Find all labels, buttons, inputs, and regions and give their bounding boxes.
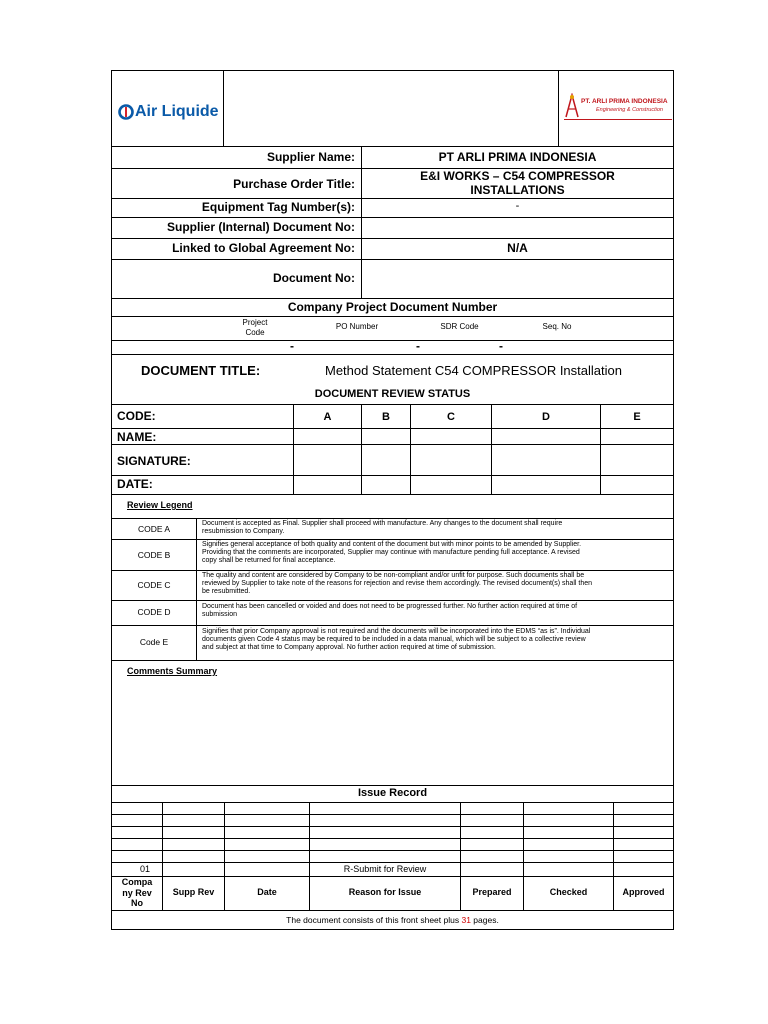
po-number-dash: -: [416, 339, 420, 353]
legend-code-a-description: Document is accepted as Final. Supplier shall proceed with manufacture. Any changes to the document shall require resubmission to Company.: [202, 520, 563, 535]
legend-code-c: CODE C: [137, 580, 171, 590]
date-row-label: DATE:: [117, 477, 153, 491]
document-title-value: Method Statement C54 COMPRESSOR Installation: [325, 363, 622, 378]
legend-code-b-description: Signifies general acceptance of both quality and content of the document but with minor points to be amended by Supplier. Providing that the comments are incorporated, Supplier may continue with manufacture pending full acceptance. A revised copy shall be returned for final acceptance.: [202, 541, 582, 564]
signature-row-label: SIGNATURE:: [117, 454, 191, 468]
supplier-logo-name: PT. ARLI PRIMA INDONESIA: [581, 98, 668, 105]
global-agreement-label: Linked to Global Agreement No:: [172, 241, 355, 255]
global-agreement-value: N/A: [507, 241, 528, 255]
supplier-logo-tagline: Engineering & Construction: [596, 107, 663, 113]
review-status-title: DOCUMENT REVIEW STATUS: [314, 388, 471, 400]
po-title-label: Purchase Order Title:: [233, 177, 355, 191]
code-d-header: D: [542, 411, 550, 423]
legend-code-c-description: The quality and content are considered by Company to be non-compliant and/or unfit for purpose. Such documents shall be reviewed by Supplier to take note of the reasons for rejection and revise them accordingly. The revised document(s) shall then be resubmitted.: [202, 572, 593, 595]
sdr-code-dash: -: [499, 339, 503, 353]
page-count-note: [112, 915, 673, 925]
review-legend-title: Review Legend: [127, 500, 193, 510]
issue-record-title: Issue Record: [357, 787, 428, 799]
col-prepared: Prepared: [472, 887, 512, 897]
divider: [223, 71, 224, 146]
code-c-header: C: [447, 411, 455, 423]
seq-no-label: Seq. No: [542, 322, 572, 331]
divider: [558, 71, 559, 146]
col-checked: Checked: [549, 887, 588, 897]
po-number-label: PO Number: [335, 322, 379, 331]
document-cover-sheet: [111, 70, 674, 930]
project-number-title: Company Project Document Number: [287, 300, 498, 314]
legend-code-d: CODE D: [137, 607, 171, 617]
legend-code-e-description: Signifies that prior Company approval is not required and the documents will be incorporated into the EDMS “as is”. Individual documents given Code 4 status may be required to be included in a data manual, which will be subject to a collective review and subject at that time to Company approval. No further action required at time of submission.: [202, 628, 591, 651]
legend-code-a: CODE A: [137, 524, 171, 534]
po-title-line-1: E&I WORKS – C54 COMPRESSOR: [420, 169, 615, 183]
code-row-label: CODE:: [117, 409, 156, 423]
code-e-header: E: [633, 411, 641, 423]
project-code-label: Project Code: [242, 318, 268, 337]
project-code-dash: -: [290, 339, 294, 353]
company-logo: [118, 101, 222, 125]
legend-code-e: Code E: [139, 637, 169, 647]
po-title-value: [362, 169, 673, 197]
page-count-prefix: The document consists of this front sheet plus: [286, 915, 462, 925]
col-approved: Approved: [622, 887, 665, 897]
equipment-tag-value: -: [515, 200, 520, 212]
page-count-suffix: pages.: [470, 915, 499, 925]
col-supp-rev: Supp Rev: [172, 887, 215, 897]
review-legend-table: [112, 518, 673, 661]
legend-code-b: CODE B: [137, 550, 171, 560]
legend-code-d-description: Document has been cancelled or voided and does not need to be progressed further. No further action required at time of submission: [202, 603, 578, 618]
col-date: Date: [257, 887, 277, 897]
po-title-line-2: INSTALLATIONS: [470, 183, 565, 197]
sdr-code-label: SDR Code: [440, 322, 479, 331]
company-logo-text: Air Liquide: [135, 103, 219, 120]
col-company-rev-no: Compa ny Rev No: [121, 877, 153, 908]
supplier-name-label: Supplier Name:: [266, 150, 355, 164]
page-count-value: 31: [461, 915, 471, 925]
name-row-label: NAME:: [117, 430, 157, 444]
supplier-logo-icon: [564, 93, 580, 119]
air-liquide-logo-icon: [118, 104, 134, 120]
document-no-label: Document No:: [273, 271, 355, 285]
supplier-logo: [564, 93, 672, 123]
comments-summary-area: [112, 681, 673, 785]
code-a-header: A: [323, 411, 332, 423]
supplier-name-value: PT ARLI PRIMA INDONESIA: [438, 150, 597, 164]
equipment-tag-label: Equipment Tag Number(s):: [201, 200, 355, 214]
issue-row-rev: 01: [140, 864, 151, 874]
code-b-header: B: [382, 411, 390, 423]
comments-summary-title: Comments Summary: [127, 666, 218, 676]
supplier-document-no-label: Supplier (Internal) Document No:: [166, 220, 355, 234]
issue-row-reason: R-Submit for Review: [343, 864, 427, 874]
document-title-label: DOCUMENT TITLE:: [141, 363, 261, 378]
col-reason-for-issue: Reason for Issue: [348, 887, 422, 897]
